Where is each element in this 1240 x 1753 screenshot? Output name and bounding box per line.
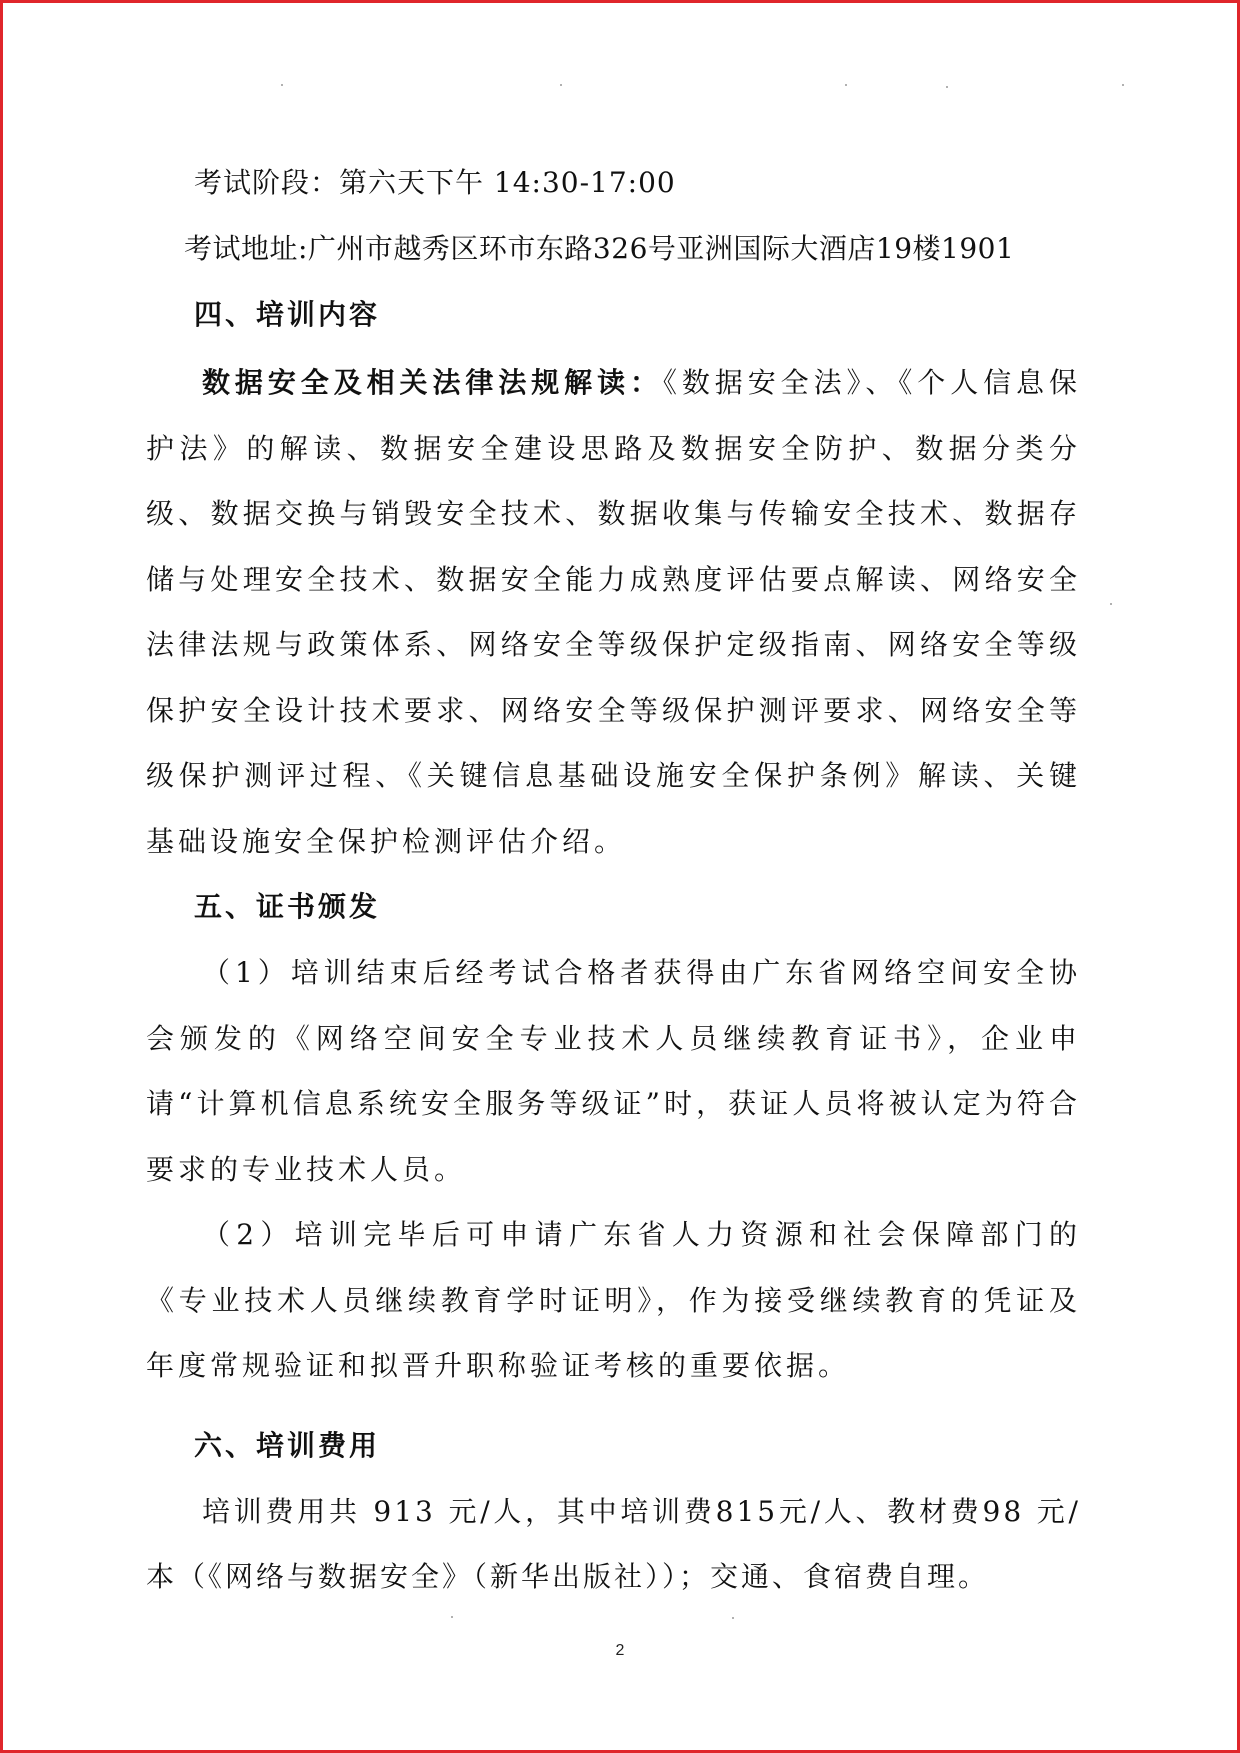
scan-speck [1110,603,1112,605]
fees-paragraph: 培训费用共 913 元/人，其中培训费815元/人、教材费98 元/本（《网络与数据安全》（新华出版社））；交通、食宿费自理。 [146,1494,1081,1593]
scan-speck [281,84,283,86]
scan-speck [560,84,562,86]
page-number: 2 [615,1642,625,1659]
section-heading-training-content: 四、培训内容 [194,298,381,331]
training-content-paragraph [146,350,1081,874]
exam-address: 考试地址:广州市越秀区环市东路326号亚洲国际大酒店19楼1901 [184,232,1015,265]
certificate-item-2: （2）培训完毕后可申请广东省人力资源和社会保障部门的《专业技术人员继续教育学时证明》，作为接受继续教育的凭证及年度常规验证和拟晋升职称验证考核的重要依据。 [146,1218,1081,1382]
certificate-item-1: （1）培训结束后经考试合格者获得由广东省网络空间安全协会颁发的《网络空间安全专业技术人员继续教育证书》，企业申请“计算机信息系统安全服务等级证”时，获证人员将被认定为符合要求的专业技术人员。 [146,956,1081,1186]
scan-speck [845,84,847,86]
training-content-lead: 数据安全及相关法律法规解读： [202,366,663,399]
section-heading-fees: 六、培训费用 [194,1428,381,1462]
document-body [146,150,1081,1610]
section-heading-certificate: 五、证书颁发 [194,890,381,923]
scan-speck [451,1616,453,1618]
training-content-body: 《数据安全法》、《个人信息保护法》的解读、数据安全建设思路及数据安全防护、数据分类分级、数据交换与销毁安全技术、数据收集与传输安全技术、数据存储与处理安全技术、数据安全能力成熟度评估要点解读、网络安全法律法规与政策体系、网络安全等级保护定级指南、网络安全等级保护安全设计技术要求、网络安全等级保护测评要求、网络安全等级保护测评过程、《关键信息基础设施安全保护条例》解读、关键基础设施安全保护检测评估介绍。 [146,366,1081,858]
scan-speck [1122,84,1124,86]
scan-speck [946,86,948,88]
scan-speck [732,1617,734,1619]
exam-time: 考试阶段：第六天下午 14:30-17:00 [194,166,676,199]
